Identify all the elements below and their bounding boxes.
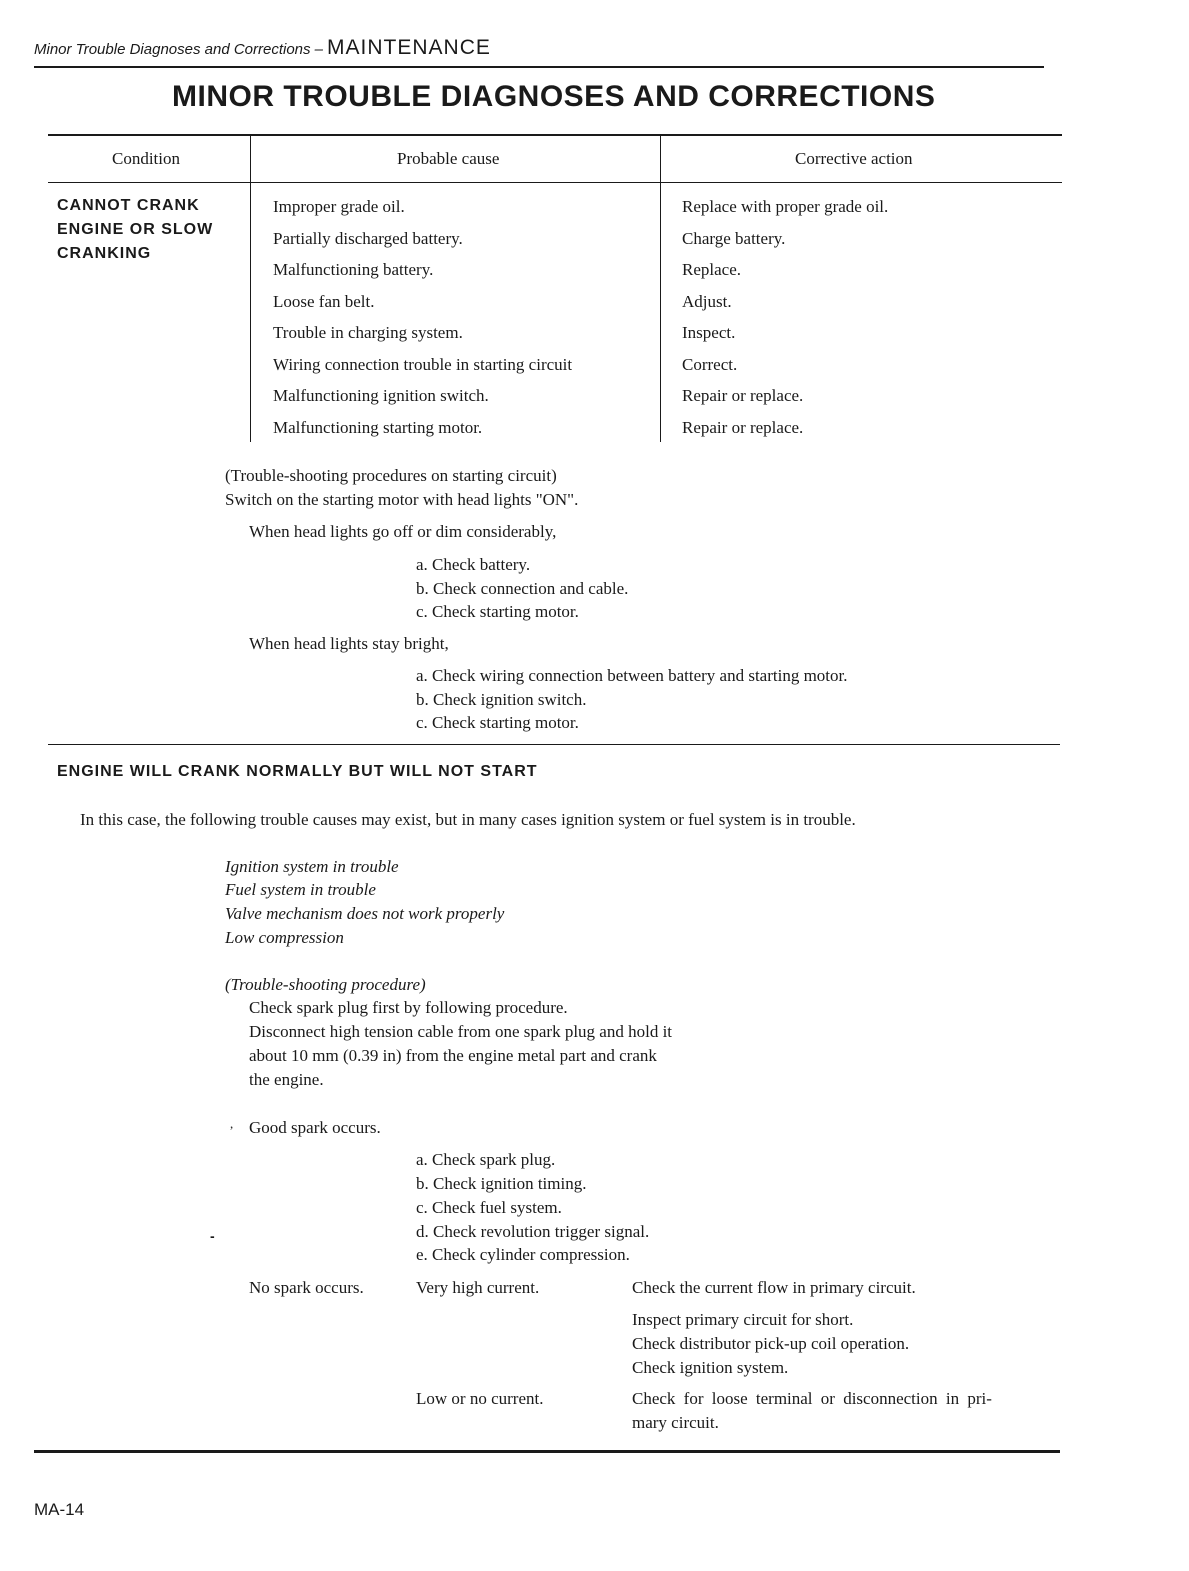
- procedure-line: Check spark plug first by following procedure.: [249, 998, 568, 1017]
- case-high-current: Very high current.: [416, 1278, 540, 1297]
- case-low-current: Low or no current.: [416, 1389, 544, 1408]
- probable-cause: Malfunctioning starting motor.: [273, 418, 483, 437]
- procedure-heading: (Trouble-shooting procedure): [225, 975, 426, 994]
- cause-item: Valve mechanism does not work properly: [225, 904, 505, 923]
- check-step: a. Check spark plug.: [416, 1150, 556, 1169]
- page-number: MA-14: [34, 1500, 85, 1519]
- case-no-spark: No spark occurs.: [249, 1278, 364, 1297]
- check-step: c. Check fuel system.: [416, 1198, 562, 1217]
- header-rule: [34, 66, 1044, 68]
- column-divider-1: [250, 134, 251, 442]
- column-divider-2: [660, 134, 661, 442]
- cause-item: Ignition system in trouble: [225, 857, 399, 876]
- section-rule: [48, 744, 1060, 745]
- procedure-line: the engine.: [249, 1070, 324, 1089]
- running-title: Minor Trouble Diagnoses and Corrections –: [34, 41, 324, 58]
- procedure-intro: Switch on the starting motor with head lights "ON".: [225, 490, 579, 509]
- corrective-action: Adjust.: [682, 292, 732, 311]
- action-line: Inspect primary circuit for short.: [632, 1310, 854, 1329]
- probable-cause: Improper grade oil.: [273, 197, 405, 216]
- corrective-action: Repair or replace.: [682, 418, 804, 437]
- table-header-rule: [48, 182, 1062, 183]
- action-line: Check ignition system.: [632, 1358, 789, 1377]
- corrective-action: Inspect.: [682, 323, 736, 342]
- bottom-rule: [34, 1450, 1060, 1453]
- check-step: c. Check starting motor.: [416, 713, 579, 732]
- column-header-probable-cause: Probable cause: [397, 149, 500, 168]
- condition-line: ENGINE OR SLOW: [57, 221, 214, 238]
- check-step: a. Check battery.: [416, 555, 531, 574]
- action-line: Check distributor pick-up coil operation.: [632, 1334, 910, 1353]
- page-title: MINOR TROUBLE DIAGNOSES AND CORRECTIONS: [172, 80, 936, 113]
- probable-cause: Trouble in charging system.: [273, 323, 463, 342]
- check-step: b. Check ignition timing.: [416, 1174, 587, 1193]
- action-line: mary circuit.: [632, 1413, 719, 1432]
- cause-item: Fuel system in trouble: [225, 880, 376, 899]
- check-step: b. Check connection and cable.: [416, 579, 629, 598]
- cause-item: Low compression: [225, 928, 344, 947]
- corrective-action: Repair or replace.: [682, 386, 804, 405]
- column-header-condition: Condition: [112, 149, 181, 168]
- check-step: e. Check cylinder compression.: [416, 1245, 630, 1264]
- case-good-spark: Good spark occurs.: [249, 1118, 381, 1137]
- stray-mark: ,: [230, 1116, 234, 1131]
- probable-cause: Partially discharged battery.: [273, 229, 463, 248]
- table-top-rule: [48, 134, 1062, 136]
- probable-cause: Loose fan belt.: [273, 292, 375, 311]
- corrective-action: Replace with proper grade oil.: [682, 197, 889, 216]
- procedure-line: Disconnect high tension cable from one spark plug and hold it: [249, 1022, 673, 1041]
- procedure-heading: (Trouble-shooting procedures on starting circuit): [225, 466, 557, 485]
- section-name: MAINTENANCE: [327, 36, 491, 59]
- action-line: Check the current flow in primary circuit.: [632, 1278, 916, 1297]
- corrective-action: Charge battery.: [682, 229, 786, 248]
- case-lights-bright: When head lights stay bright,: [249, 634, 449, 653]
- procedure-line: about 10 mm (0.39 in) from the engine metal part and crank: [249, 1046, 657, 1065]
- check-step: d. Check revolution trigger signal.: [416, 1222, 650, 1241]
- stray-mark: -: [210, 1228, 215, 1244]
- column-header-corrective-action: Corrective action: [795, 149, 913, 168]
- running-header: [34, 36, 491, 60]
- probable-cause: Malfunctioning ignition switch.: [273, 386, 489, 405]
- action-line: Check for loose terminal or disconnection in pri-: [632, 1389, 992, 1408]
- case-lights-dim: When head lights go off or dim considerably,: [249, 522, 557, 541]
- section-heading: ENGINE WILL CRANK NORMALLY BUT WILL NOT START: [57, 763, 538, 780]
- corrective-action: Replace.: [682, 260, 741, 279]
- condition-line: CRANKING: [57, 245, 152, 262]
- section-intro: In this case, the following trouble causes may exist, but in many cases ignition system or fuel system is in trouble.: [80, 810, 856, 829]
- check-step: b. Check ignition switch.: [416, 690, 587, 709]
- check-step: c. Check starting motor.: [416, 602, 579, 621]
- condition-line: CANNOT CRANK: [57, 197, 200, 214]
- probable-cause: Malfunctioning battery.: [273, 260, 434, 279]
- corrective-action: Correct.: [682, 355, 738, 374]
- probable-cause: Wiring connection trouble in starting circuit: [273, 355, 573, 374]
- check-step: a. Check wiring connection between battery and starting motor.: [416, 666, 848, 685]
